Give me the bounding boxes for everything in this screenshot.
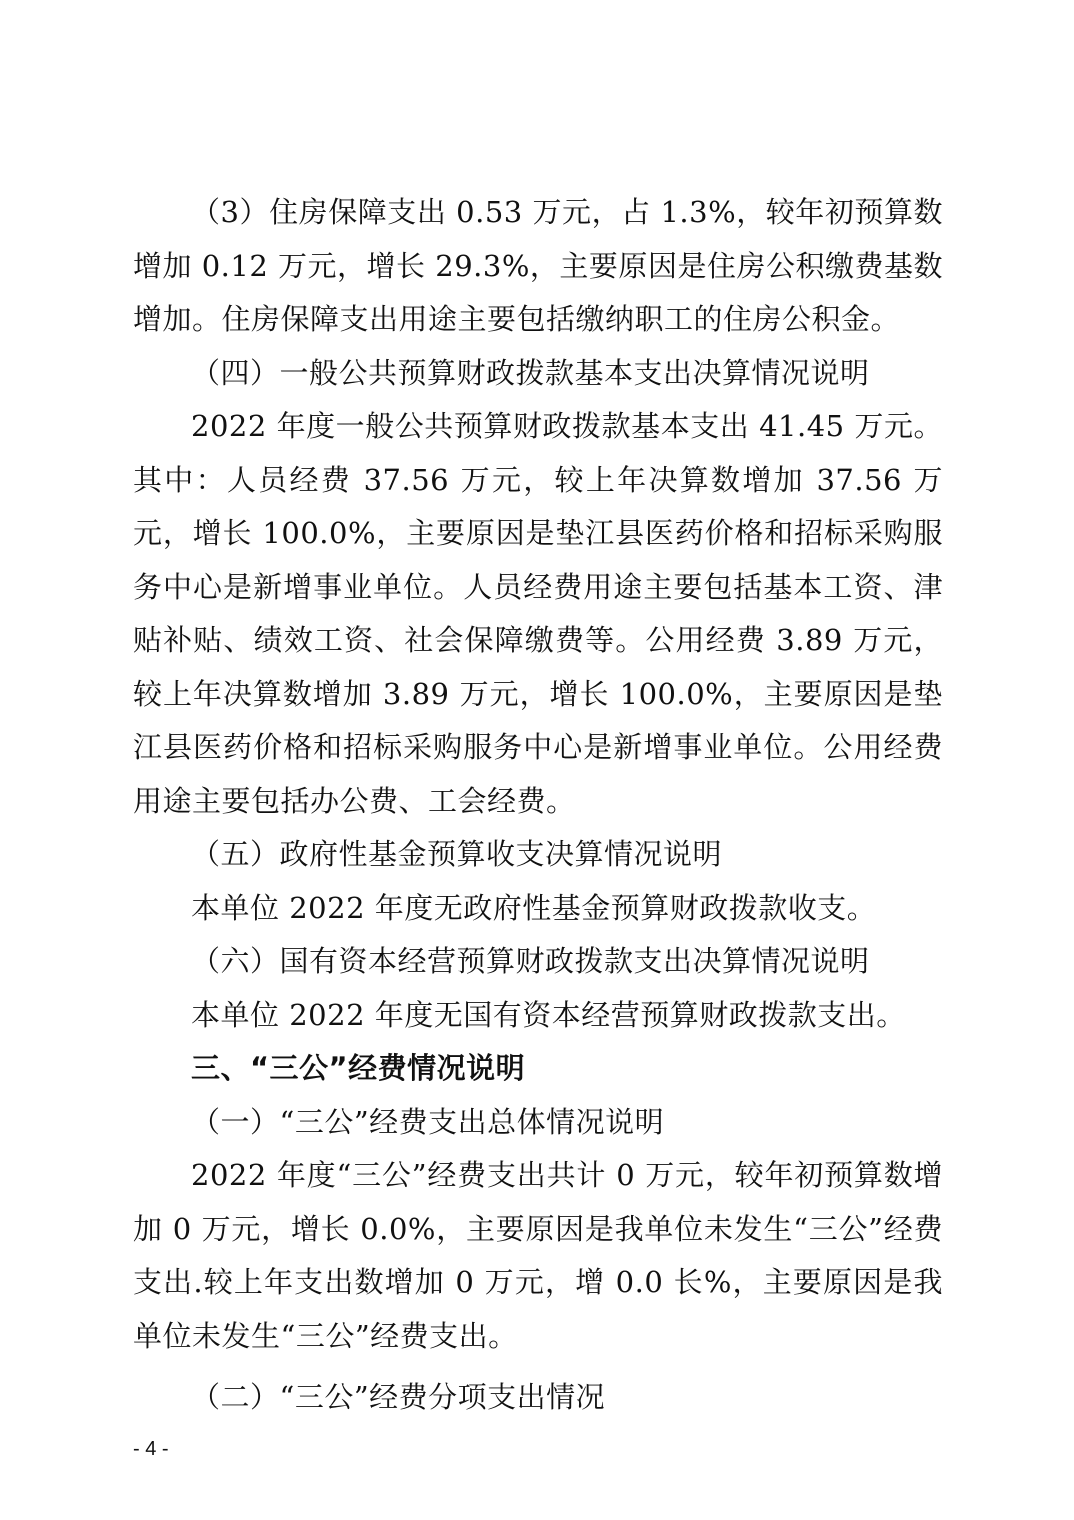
document-body <box>133 186 943 1425</box>
subsection-heading-overall: （一）“三公”经费支出总体情况说明 <box>191 1104 665 1139</box>
paragraph-three-public-overall: 2022 年度“三公”经费支出共计 0 万元，较年初预算数增加 0 万元，增长 0.0%，主要原因是我单位未发生“三公”经费支出.较上年支出数增加 0 万元，增 0.0 长%，主要原因是我单位未发生“三公”经费支出。 <box>133 1158 943 1353</box>
section-heading-4: （四）一般公共预算财政拨款基本支出决算情况说明 <box>191 355 870 390</box>
paragraph-government-fund: 本单位 2022 年度无政府性基金预算财政拨款收支。 <box>191 890 877 925</box>
chapter-heading-three-public: 三、“三公”经费情况说明 <box>191 1051 526 1085</box>
section-heading-5: （五）政府性基金预算收支决算情况说明 <box>191 837 723 871</box>
page-number: - 4 - <box>133 1438 169 1460</box>
paragraph-state-capital: 本单位 2022 年度无国有资本经营预算财政拨款支出。 <box>191 997 906 1032</box>
paragraph-housing-expenditure: （3）住房保障支出 0.53 万元，占 1.3%，较年初预算数增加 0.12 万元，增长 29.3%，主要原因是住房公积缴费基数增加。住房保障支出用途主要包括缴纳职工的住房公积金。 <box>133 195 943 336</box>
subsection-heading-itemized: （二）“三公”经费分项支出情况 <box>191 1380 606 1414</box>
section-heading-6: （六）国有资本经营预算财政拨款支出决算情况说明 <box>191 944 870 978</box>
paragraph-basic-expenditure: 2022 年度一般公共预算财政拨款基本支出 41.45 万元。其中：人员经费 37.56 万元，较上年决算数增加 37.56 万元，增长 100.0%，主要原因是垫江县医药价格和招标采购服务中心是新增事业单位。人员经费用途主要包括基本工资、津贴补贴、绩效工资、社会保障缴费等。公用经费 3.89 万元，较上年决算数增加 3.89 万元，增长 100.0%，主要原因是垫江县医药价格和招标采购服务中心是新增事业单位。公用经费用途主要包括办公费、工会经费。 <box>133 409 943 818</box>
